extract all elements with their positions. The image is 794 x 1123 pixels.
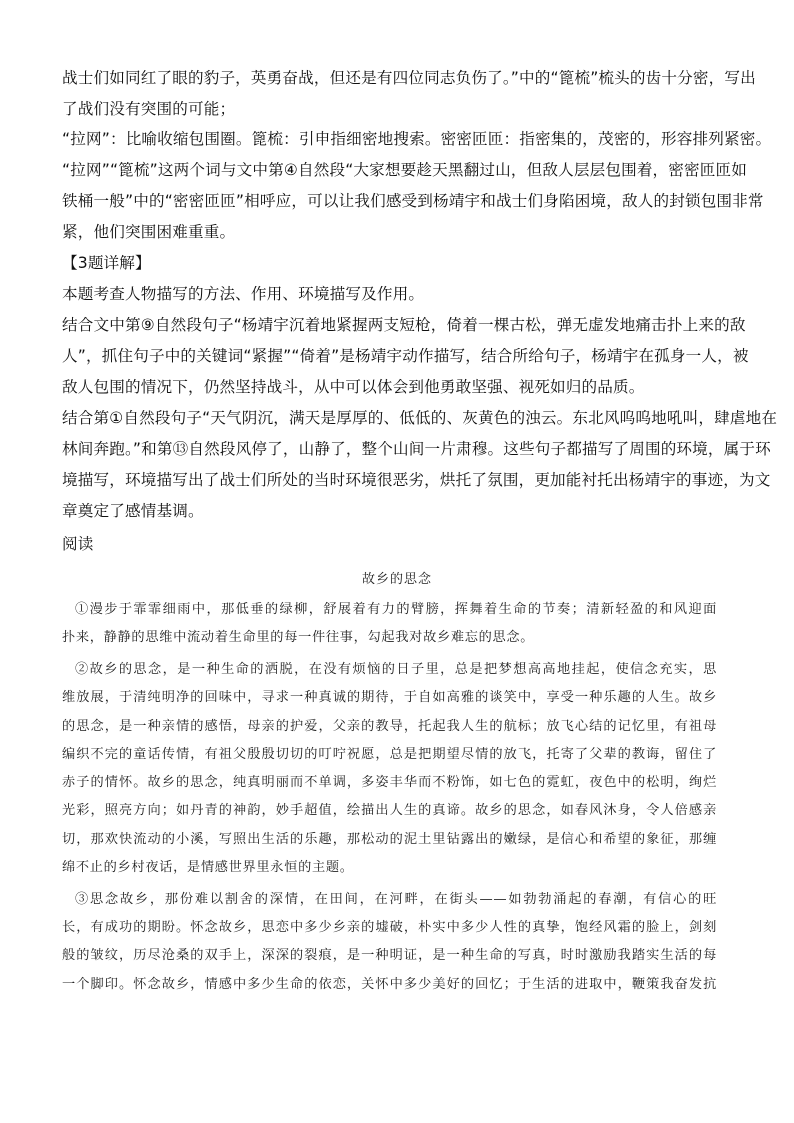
analysis-line: 敌人包围的情况下，仍然坚持战斗，从中可以体会到他勇敢坚强、视死如归的品质。 bbox=[62, 378, 645, 396]
passage-line: 赤子的情怀。故乡的思念，纯真明丽而不单调，多姿丰华而不粉饰，如七色的霓虹，夜色中的松明，绚烂 bbox=[62, 775, 717, 790]
analysis-line: 人”，抓住句子中的关键词“紧握”“倚着”是杨靖宇动作描写，结合所给句子，杨靖宇在孤身一人，被 bbox=[62, 347, 749, 365]
passage-line: 一个脚印。怀念故乡，情感中多少生命的依恋，关怀中多少美好的回忆；于生活的进取中，鞭策我奋发抗 bbox=[62, 977, 717, 992]
analysis-line: 铁桶一般”中的“密密匝匝”相呼应，可以让我们感受到杨靖宇和战士们身陷困境，敌人的封锁包围非常 bbox=[62, 192, 764, 210]
passage-line: 维放展，于清纯明净的回味中，寻求一种真诚的期待，于自如高雅的谈笑中，享受一种乐趣的人生。故乡 bbox=[62, 690, 717, 705]
passage-line: 编织不完的童话传情，有祖父殷殷切切的叮咛祝愿，总是把期望尽情的放飞，托寄了父辈的教诲，留住了 bbox=[62, 747, 717, 762]
analysis-line: “拉网”：比喻收缩包围圈。篦梳：引申指细密地搜索。密密匝匝：指密集的，茂密的，形容排列紧密。 bbox=[62, 130, 772, 148]
passage-line: 绵不止的乡村夜话，是情感世界里永恒的主题。 bbox=[62, 860, 354, 875]
passage-line: 的思念，是一种亲情的感悟，母亲的护爱，父亲的教导，托起我人生的航标；放飞心结的记忆里，有祖母 bbox=[62, 719, 717, 734]
passage-line: 切，那欢快流动的小溪，写照出生活的乐趣，那松动的泥土里钻露出的嫩绿，是信心和希望的象征，那缠 bbox=[62, 832, 717, 847]
analysis-line: 境描写，环境描写出了战士们所处的当时环境很恶劣，烘托了氛围，更加能衬托出杨靖宇的事迹，为文 bbox=[62, 471, 771, 489]
analysis-line: 紧，他们突围困难重重。 bbox=[62, 223, 236, 241]
analysis-line: 结合第①自然段句子“天气阴沉，满天是厚厚的、低低的、灰黄色的浊云。东北风呜呜地吼叫，肆虐地在 bbox=[62, 409, 778, 427]
reading-label: 阅读 bbox=[62, 535, 94, 553]
passage-title: 故乡的思念 bbox=[361, 572, 432, 587]
passage-line: ②故乡的思念，是一种生命的洒脱，在没有烦恼的日子里，总是把梦想高高地挂起，使信念充实，思 bbox=[75, 662, 717, 677]
passage-line: ③思念故乡，那份难以割舍的深情，在田间，在河畔，在街头——如勃勃涌起的春潮，有信心的旺 bbox=[75, 892, 717, 907]
analysis-line: 战士们如同红了眼的豹子，英勇奋战，但还是有四位同志负伤了。”中的“篦梳”梳头的齿十分密，写出 bbox=[62, 69, 756, 87]
passage-line: 长，有成功的期盼。怀念故乡，思恋中多少乡亲的墟破，朴实中多少人性的真挚，饱经风霜的脸上，剑刻 bbox=[62, 920, 717, 935]
analysis-line: “拉网”“篦梳”这两个词与文中第④自然段“大家想要趁天黑翻过山，但敌人层层包围着，密密匝匝如 bbox=[62, 161, 748, 179]
analysis-line: 章奠定了感情基调。 bbox=[62, 502, 204, 520]
passage-line: 光彩，照亮方向；如丹青的神韵，妙手超值，绘描出人生的真谛。故乡的思念，如春风沐身，令人倍感亲 bbox=[62, 803, 717, 818]
analysis-line: 林间奔跑。”和第⑬自然段风停了，山静了，整个山间一片肃穆。这些句子都描写了周围的环境，属于环 bbox=[62, 440, 771, 458]
analysis-line: 了战们没有突围的可能； bbox=[62, 100, 236, 118]
passage-line: 般的皱纹，历尽沧桑的双手上，深深的裂痕，是一种明证，是一种生命的写真，时时激励我踏实生活的每 bbox=[62, 948, 717, 963]
passage-line: 扑来，静静的思维中流动着生命里的每一件往事，勾起我对故乡难忘的思念。 bbox=[62, 630, 535, 645]
analysis-line: 本题考查人物描写的方法、作用、环境描写及作用。 bbox=[62, 285, 425, 303]
analysis-line: 结合文中第⑨自然段句子“杨靖宇沉着地紧握两支短枪，倚着一棵古松，弹无虚发地痛击扑上来的敌 bbox=[62, 316, 746, 334]
question-3-heading: 【3题详解】 bbox=[62, 254, 151, 272]
passage-line: ①漫步于霏霏细雨中，那低垂的绿柳，舒展着有力的臂膀，挥舞着生命的节奏；清新轻盈的和风迎面 bbox=[75, 602, 717, 617]
